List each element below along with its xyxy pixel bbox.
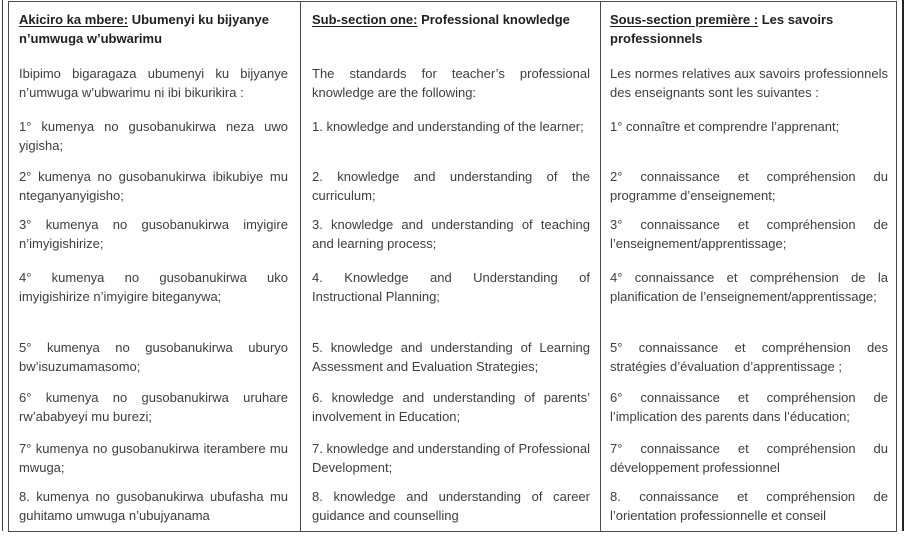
- cell-english-header: [300, 10, 600, 64]
- cell-kinyarwanda-item-2: 2° kumenya no gusobanukirwa ibikubiye mu nteganyanyigisho;: [19, 169, 288, 203]
- cell-english-item-8: 8. knowledge and understanding of career guidance and counselling: [312, 489, 590, 523]
- cell-english-item-4: 4. Knowledge and Understanding of Instructional Planning;: [312, 270, 590, 304]
- cell-kinyarwanda-item-1: 1° kumenya no gusobanukirwa neza uwo yigisha;: [19, 119, 288, 153]
- header-prefix-english: Sub-section one:: [312, 12, 418, 27]
- cell-french-item-7: 7° connaissance et compréhension du développement professionnel: [610, 441, 888, 475]
- header-rest-english: Professional knowledge: [417, 12, 570, 27]
- cell-french-item-2: 2° connaissance et compréhension du programme d’enseignement;: [610, 169, 888, 203]
- cell-english-item-5: 5. knowledge and understanding of Learning Assessment and Evaluation Strategies;: [312, 340, 590, 374]
- cell-kinyarwanda-item-3: 3° kumenya no gusobanukirwa imyigire n’imyigishirize;: [19, 217, 288, 251]
- cell-french-item-1: 1° connaître et comprendre l’apprenant;: [610, 119, 840, 134]
- page-edge-line-right: [902, 0, 904, 531]
- cell-french-item-8: 8. connaissance et compréhension de l’orientation professionnelle et conseil: [610, 489, 888, 523]
- cell-french-header: [600, 10, 896, 64]
- cell-english-item-7: 7. knowledge and understanding of Professional Development;: [312, 441, 590, 475]
- cell-kinyarwanda-header: [9, 10, 300, 64]
- cell-french-item-6: 6° connaissance et compréhension de l’implication des parents dans l’éducation;: [610, 390, 888, 424]
- column-separator-1: [300, 2, 301, 531]
- cell-english-intro: The standards for teacher’s professional knowledge are the following:: [312, 66, 590, 100]
- cell-kinyarwanda-item-8: 8. kumenya no gusobanukirwa ubufasha mu guhitamo umwuga n’ubujyanama: [19, 489, 288, 523]
- cell-kinyarwanda-item-4: 4° kumenya no gusobanukirwa uko imyigishirize n’imyigire biteganywa;: [19, 270, 288, 304]
- cell-french-item-4: 4° connaissance et compréhension de la planification de l’enseignement/apprentissage;: [610, 270, 888, 304]
- cell-french-intro: Les normes relatives aux savoirs professionnels des enseignants sont les suivantes :: [610, 66, 888, 100]
- cell-kinyarwanda-item-6: 6° kumenya no gusobanukirwa uruhare rw’ababyeyi mu burezi;: [19, 390, 288, 424]
- cell-kinyarwanda-intro: Ibipimo bigaragaza ubumenyi ku bijyanye n’umwuga w’ubwarimu ni ibi bikurikira :: [19, 66, 288, 100]
- cell-french-item-3: 3° connaissance et compréhension de l’enseignement/apprentissage;: [610, 217, 888, 251]
- table-grid: [9, 2, 896, 531]
- cell-kinyarwanda-item-7: 7° kumenya no gusobanukirwa iterambere mu mwuga;: [19, 441, 288, 475]
- cell-english-item-2: 2. knowledge and understanding of the curriculum;: [312, 169, 590, 203]
- header-rest-kinyarwanda: Ubumenyi ku bijyanye n’umwuga w’ubwarimu: [19, 12, 269, 46]
- page-edge-line-left: [2, 0, 3, 531]
- cell-english-item-3: 3. knowledge and understanding of teaching and learning process;: [312, 217, 590, 251]
- standards-table: [8, 1, 897, 532]
- cell-english-item-6: 6. knowledge and understanding of parents’ involvement in Education;: [312, 390, 590, 424]
- column-separator-2: [600, 2, 601, 531]
- header-prefix-kinyarwanda: Akiciro ka mbere:: [19, 12, 129, 27]
- cell-kinyarwanda-item-5: 5° kumenya no gusobanukirwa uburyo bw’isuzumamasomo;: [19, 340, 288, 374]
- header-rest-french: Les savoirs professionnels: [610, 12, 834, 46]
- cell-french-item-5: 5° connaissance et compréhension des stratégies d’évaluation d’apprentissage ;: [610, 340, 888, 374]
- cell-english-item-1: 1. knowledge and understanding of the learner;: [312, 119, 584, 134]
- header-prefix-french: Sous-section première :: [610, 12, 759, 27]
